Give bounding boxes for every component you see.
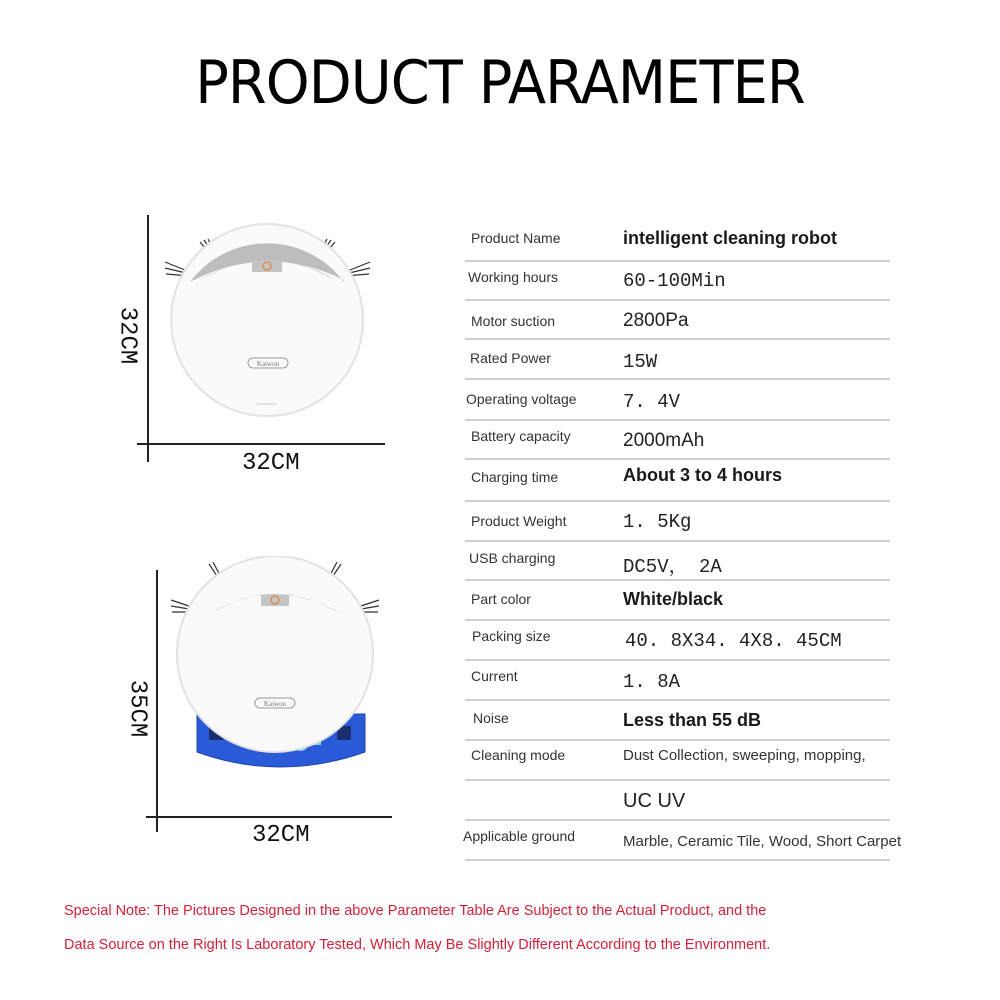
table-row (465, 300, 890, 340)
robot-vacuum-with-dock-image (165, 556, 385, 786)
param-label: Part color (471, 591, 531, 607)
param-value: Dust Collection, sweeping, mopping, (623, 747, 866, 764)
param-value: 1. 5Kg (623, 511, 692, 533)
height-dimension-line (156, 570, 158, 832)
robot-vacuum-image (160, 212, 375, 422)
param-label: Product Name (471, 230, 561, 246)
param-value: UC UV (623, 790, 686, 812)
table-row (465, 220, 890, 262)
table-row (465, 700, 890, 741)
param-value: 2000mAh (623, 430, 705, 451)
param-label: Noise (473, 710, 509, 726)
height-label: 35CM (123, 679, 151, 738)
table-row (465, 740, 890, 781)
param-label: Battery capacity (471, 428, 571, 444)
param-label: Product Weight (471, 513, 567, 529)
param-value: 60-100Min (623, 270, 726, 292)
table-row (465, 379, 890, 421)
table-row (463, 820, 902, 861)
width-label: 32CM (252, 822, 310, 849)
svg-text:Kaiwon: Kaiwon (263, 700, 287, 708)
table-row (465, 501, 890, 542)
param-value: 1. 8A (623, 671, 681, 693)
table-row (465, 580, 890, 621)
param-label: Applicable ground (463, 828, 576, 844)
height-label: 32CM (113, 306, 141, 365)
param-value: intelligent cleaning robot (623, 228, 838, 248)
param-label: Operating voltage (466, 391, 577, 407)
special-note-line-2: Data Source on the Right Is Laboratory Tested, Which May Be Slightly Different According to the Environment. (64, 937, 771, 953)
table-row (465, 620, 890, 661)
param-value: DC5V， 2A (623, 556, 722, 578)
param-value: Marble, Ceramic Tile, Wood, Short Carpet (623, 833, 902, 850)
param-label: Current (471, 668, 518, 684)
param-label: Packing size (472, 628, 551, 644)
table-row (465, 780, 890, 821)
table-row (465, 660, 890, 701)
table-row (465, 459, 890, 502)
param-value: About 3 to 4 hours (623, 465, 782, 485)
width-dimension-line (146, 816, 392, 818)
page-title: PRODUCT PARAMETER (195, 48, 805, 118)
param-label: Rated Power (470, 350, 551, 366)
table-row (465, 420, 890, 460)
width-label: 32CM (242, 450, 300, 477)
param-value: 15W (623, 351, 658, 373)
width-dimension-line (137, 443, 385, 445)
param-label: Charging time (471, 469, 559, 485)
height-dimension-line (147, 215, 149, 462)
param-value: 2800Pa (623, 310, 689, 331)
table-row (465, 541, 890, 581)
param-value: Less than 55 dB (623, 710, 762, 730)
table-row (465, 339, 890, 380)
param-value: White/black (623, 589, 724, 609)
param-label: Working hours (468, 269, 559, 285)
param-label: USB charging (469, 550, 556, 566)
param-label: Cleaning mode (471, 747, 566, 763)
param-value: 40. 8X34. 4X8. 45CM (625, 630, 842, 652)
param-label: Motor suction (471, 313, 556, 329)
param-value: 7. 4V (623, 391, 681, 413)
svg-text:Kaiwon: Kaiwon (256, 360, 280, 368)
special-note-line-1: Special Note: The Pictures Designed in the above Parameter Table Are Subject to the Actual Product, and the (64, 903, 767, 919)
table-row (465, 261, 890, 301)
